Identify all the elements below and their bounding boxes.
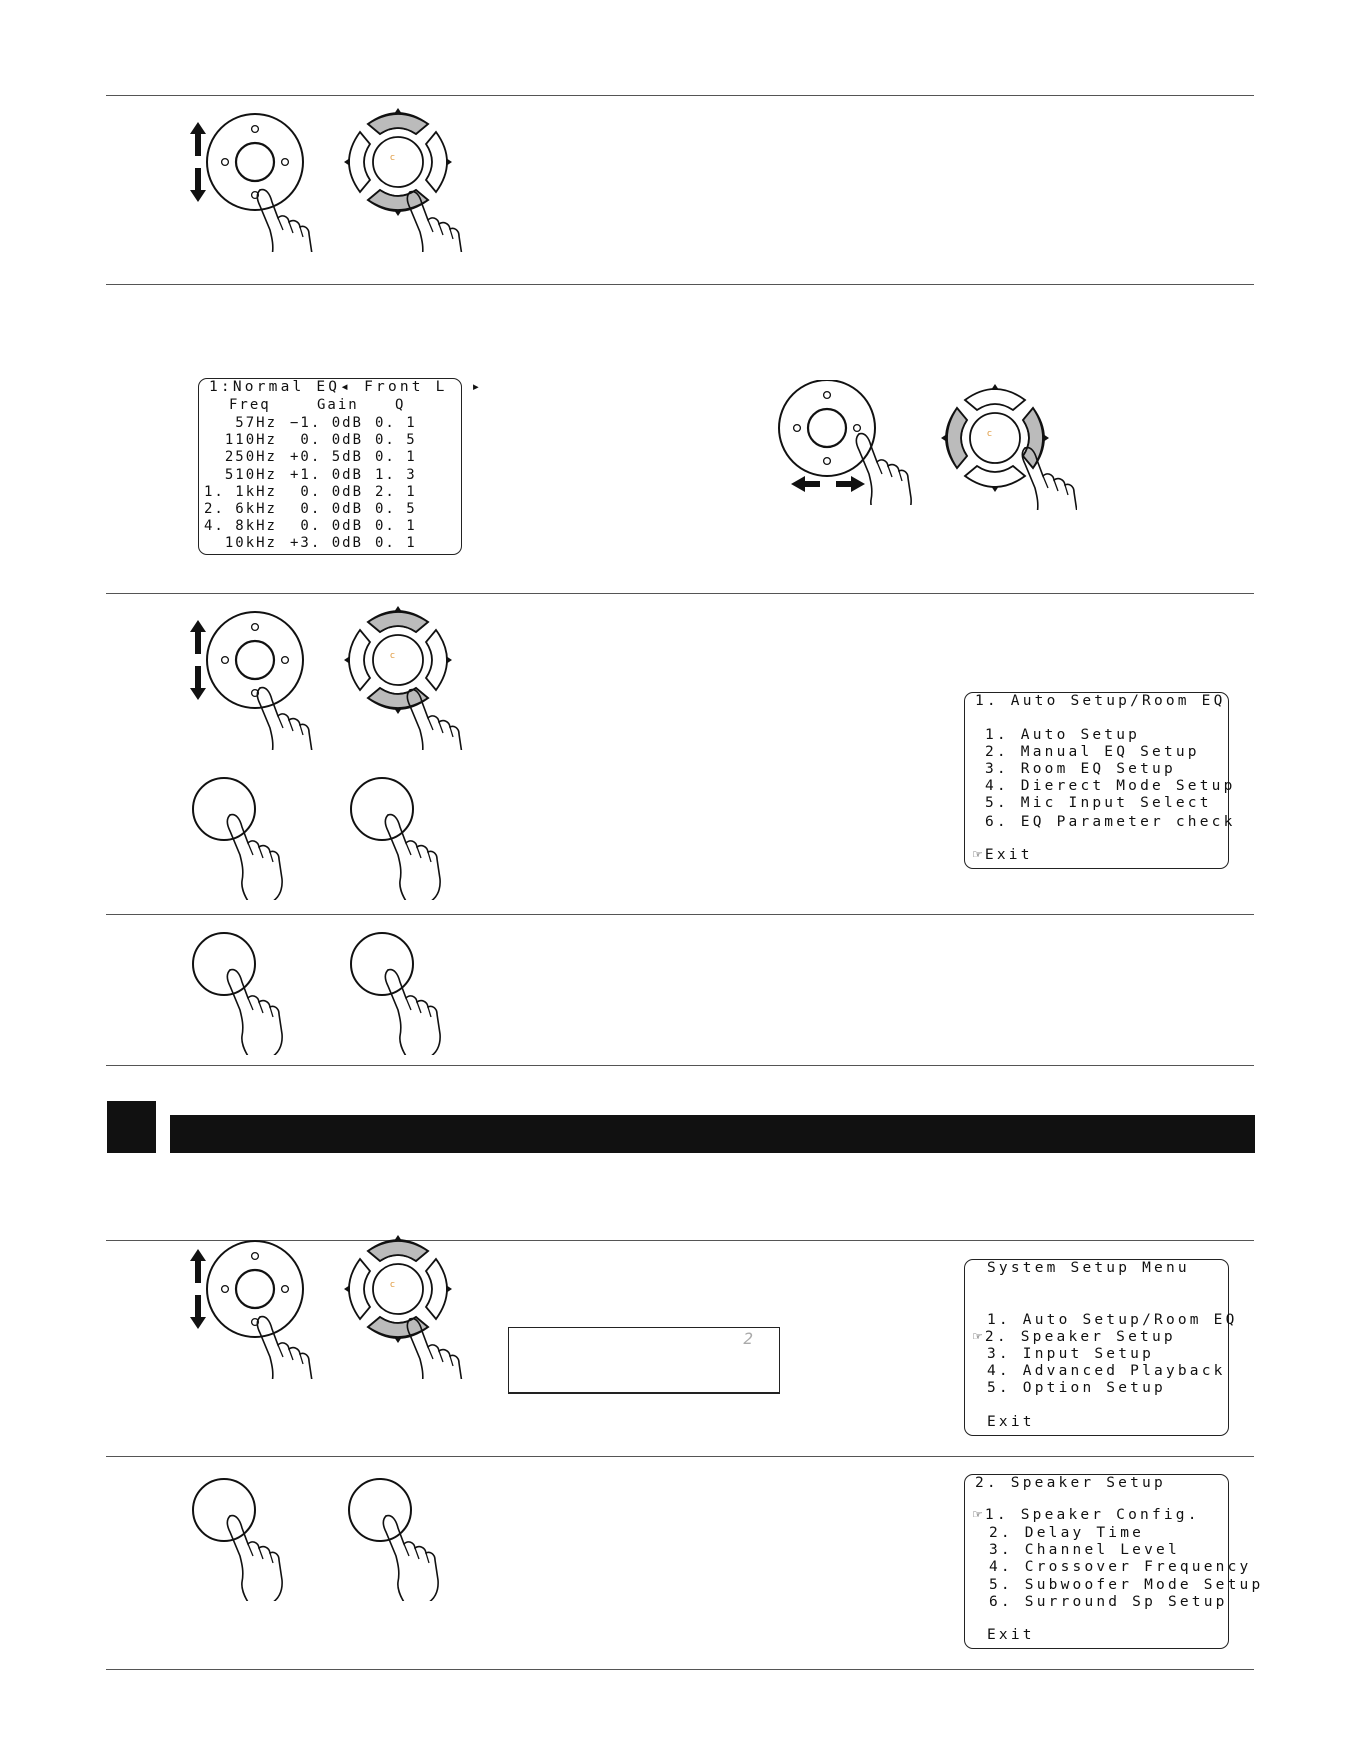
menu-item: 5. Mic Input Select	[985, 795, 1212, 811]
eq-table-row	[199, 501, 461, 518]
menu-item: 6. EQ Parameter check	[985, 814, 1236, 830]
eq-q-cell: 2. 1	[375, 483, 417, 500]
eq-table-row	[199, 467, 461, 484]
column-header-gain: Gain	[317, 397, 359, 413]
exit-item: ☞Exit	[973, 847, 1033, 863]
menu-item: 2. Delay Time	[989, 1525, 1145, 1541]
speaker-setup-screen	[964, 1474, 1264, 1649]
section-divider	[106, 1456, 1254, 1457]
section-title-bar	[170, 1115, 1255, 1153]
eq-gain-cell: 0. 0dB	[300, 518, 363, 535]
eq-q-cell: 0. 1	[375, 535, 417, 552]
column-header-freq: Freq	[229, 397, 271, 413]
eq-freq-cell: 2. 6kHz	[203, 501, 277, 517]
eq-freq-cell: 10kHz	[224, 535, 277, 552]
eq-q-cell: 0. 1	[375, 449, 417, 466]
eq-table-row	[199, 415, 461, 432]
eq-q-cell: 0. 1	[375, 518, 417, 535]
display-digit: 2	[743, 1329, 753, 1348]
eq-parameter-screen	[198, 378, 484, 555]
menu-item: 6. Surround Sp Setup	[989, 1594, 1228, 1610]
screen-title: 1. Auto Setup/Room EQ	[975, 693, 1226, 709]
menu-item: 5. Subwoofer Mode Setup	[989, 1577, 1264, 1593]
menu-item: 4. Advanced Playback	[987, 1363, 1226, 1379]
exit-item: Exit	[987, 1627, 1035, 1643]
cursor-pad-icon	[340, 600, 470, 750]
eq-gain-cell: +3. 0dB	[289, 535, 363, 552]
exit-item: Exit	[987, 1414, 1035, 1430]
eq-table-row	[199, 449, 461, 466]
cursor-pad-icon	[340, 1229, 470, 1379]
eq-freq-cell: 510Hz	[224, 466, 277, 483]
eq-freq-cell: 1. 1kHz	[203, 483, 277, 500]
arrow-icon	[190, 122, 206, 202]
arrow-icon	[791, 476, 865, 492]
eq-gain-cell: −1. 0dB	[289, 415, 363, 431]
cursor-pad-icon	[937, 380, 1077, 510]
eq-gain-cell: 0. 0dB	[300, 432, 363, 449]
menu-item: 5. Option Setup	[987, 1380, 1166, 1396]
eq-q-cell: 1. 3	[375, 466, 417, 483]
section-divider	[106, 914, 1254, 915]
front-panel-display	[508, 1327, 780, 1394]
menu-item-selected: ☞2. Speaker Setup	[973, 1329, 1176, 1345]
jog-dial-icon	[775, 380, 915, 505]
eq-table-row	[199, 535, 461, 552]
screen-title: System Setup Menu	[987, 1260, 1190, 1276]
column-header-q: Q	[395, 397, 406, 413]
section-divider	[106, 1669, 1254, 1670]
menu-item: 1. Auto Setup	[985, 727, 1141, 743]
section-divider	[106, 593, 1254, 594]
menu-item-selected: ☞1. Speaker Config.	[973, 1507, 1200, 1523]
round-button-icon	[190, 1476, 300, 1601]
section-divider	[106, 1065, 1254, 1066]
cursor-pad-icon	[340, 102, 470, 252]
round-button-icon	[346, 1476, 456, 1601]
round-button-icon	[190, 930, 300, 1055]
jog-dial-icon	[180, 102, 320, 252]
eq-gain-cell: +0. 5dB	[289, 449, 363, 466]
section-number-block	[107, 1101, 156, 1153]
eq-freq-cell: 250Hz	[224, 449, 277, 466]
eq-table-row	[199, 432, 461, 449]
eq-gain-cell: 0. 0dB	[300, 501, 363, 517]
menu-item: 4. Crossover Frequency	[989, 1559, 1252, 1575]
eq-column-headers	[199, 397, 461, 414]
section-divider	[106, 284, 1254, 285]
menu-item: 2. Manual EQ Setup	[985, 744, 1200, 760]
system-setup-menu-screen	[964, 1259, 1238, 1436]
round-button-icon	[348, 930, 458, 1055]
menu-item: 1. Auto Setup/Room EQ	[987, 1312, 1238, 1328]
screen-title: 2. Speaker Setup	[975, 1475, 1166, 1491]
arrow-icon	[190, 1249, 206, 1329]
jog-dial-icon	[180, 1229, 320, 1379]
menu-item: 3. Channel Level	[989, 1542, 1180, 1558]
eq-table-row	[199, 518, 461, 535]
eq-q-cell: 0. 1	[375, 415, 417, 431]
eq-freq-cell: 57Hz	[235, 415, 277, 431]
eq-gain-cell: +1. 0dB	[289, 466, 363, 483]
eq-table-row	[199, 484, 461, 501]
eq-q-cell: 0. 5	[375, 432, 417, 449]
eq-gain-cell: 0. 0dB	[300, 483, 363, 500]
eq-freq-cell: 4. 8kHz	[203, 518, 277, 535]
menu-item: 3. Room EQ Setup	[985, 761, 1176, 777]
round-button-icon	[190, 775, 300, 900]
eq-q-cell: 0. 5	[375, 501, 417, 517]
section-divider	[106, 95, 1254, 96]
jog-dial-icon	[180, 600, 320, 750]
arrow-icon	[190, 620, 206, 700]
round-button-icon	[348, 775, 458, 900]
eq-freq-cell: 110Hz	[224, 432, 277, 449]
menu-item: 4. Dierect Mode Setup	[985, 778, 1236, 794]
menu-item: 3. Input Setup	[987, 1346, 1155, 1362]
eq-screen-header: 1:Normal EQ◂ Front L ▸	[209, 379, 484, 395]
auto-setup-room-eq-screen	[964, 692, 1236, 869]
